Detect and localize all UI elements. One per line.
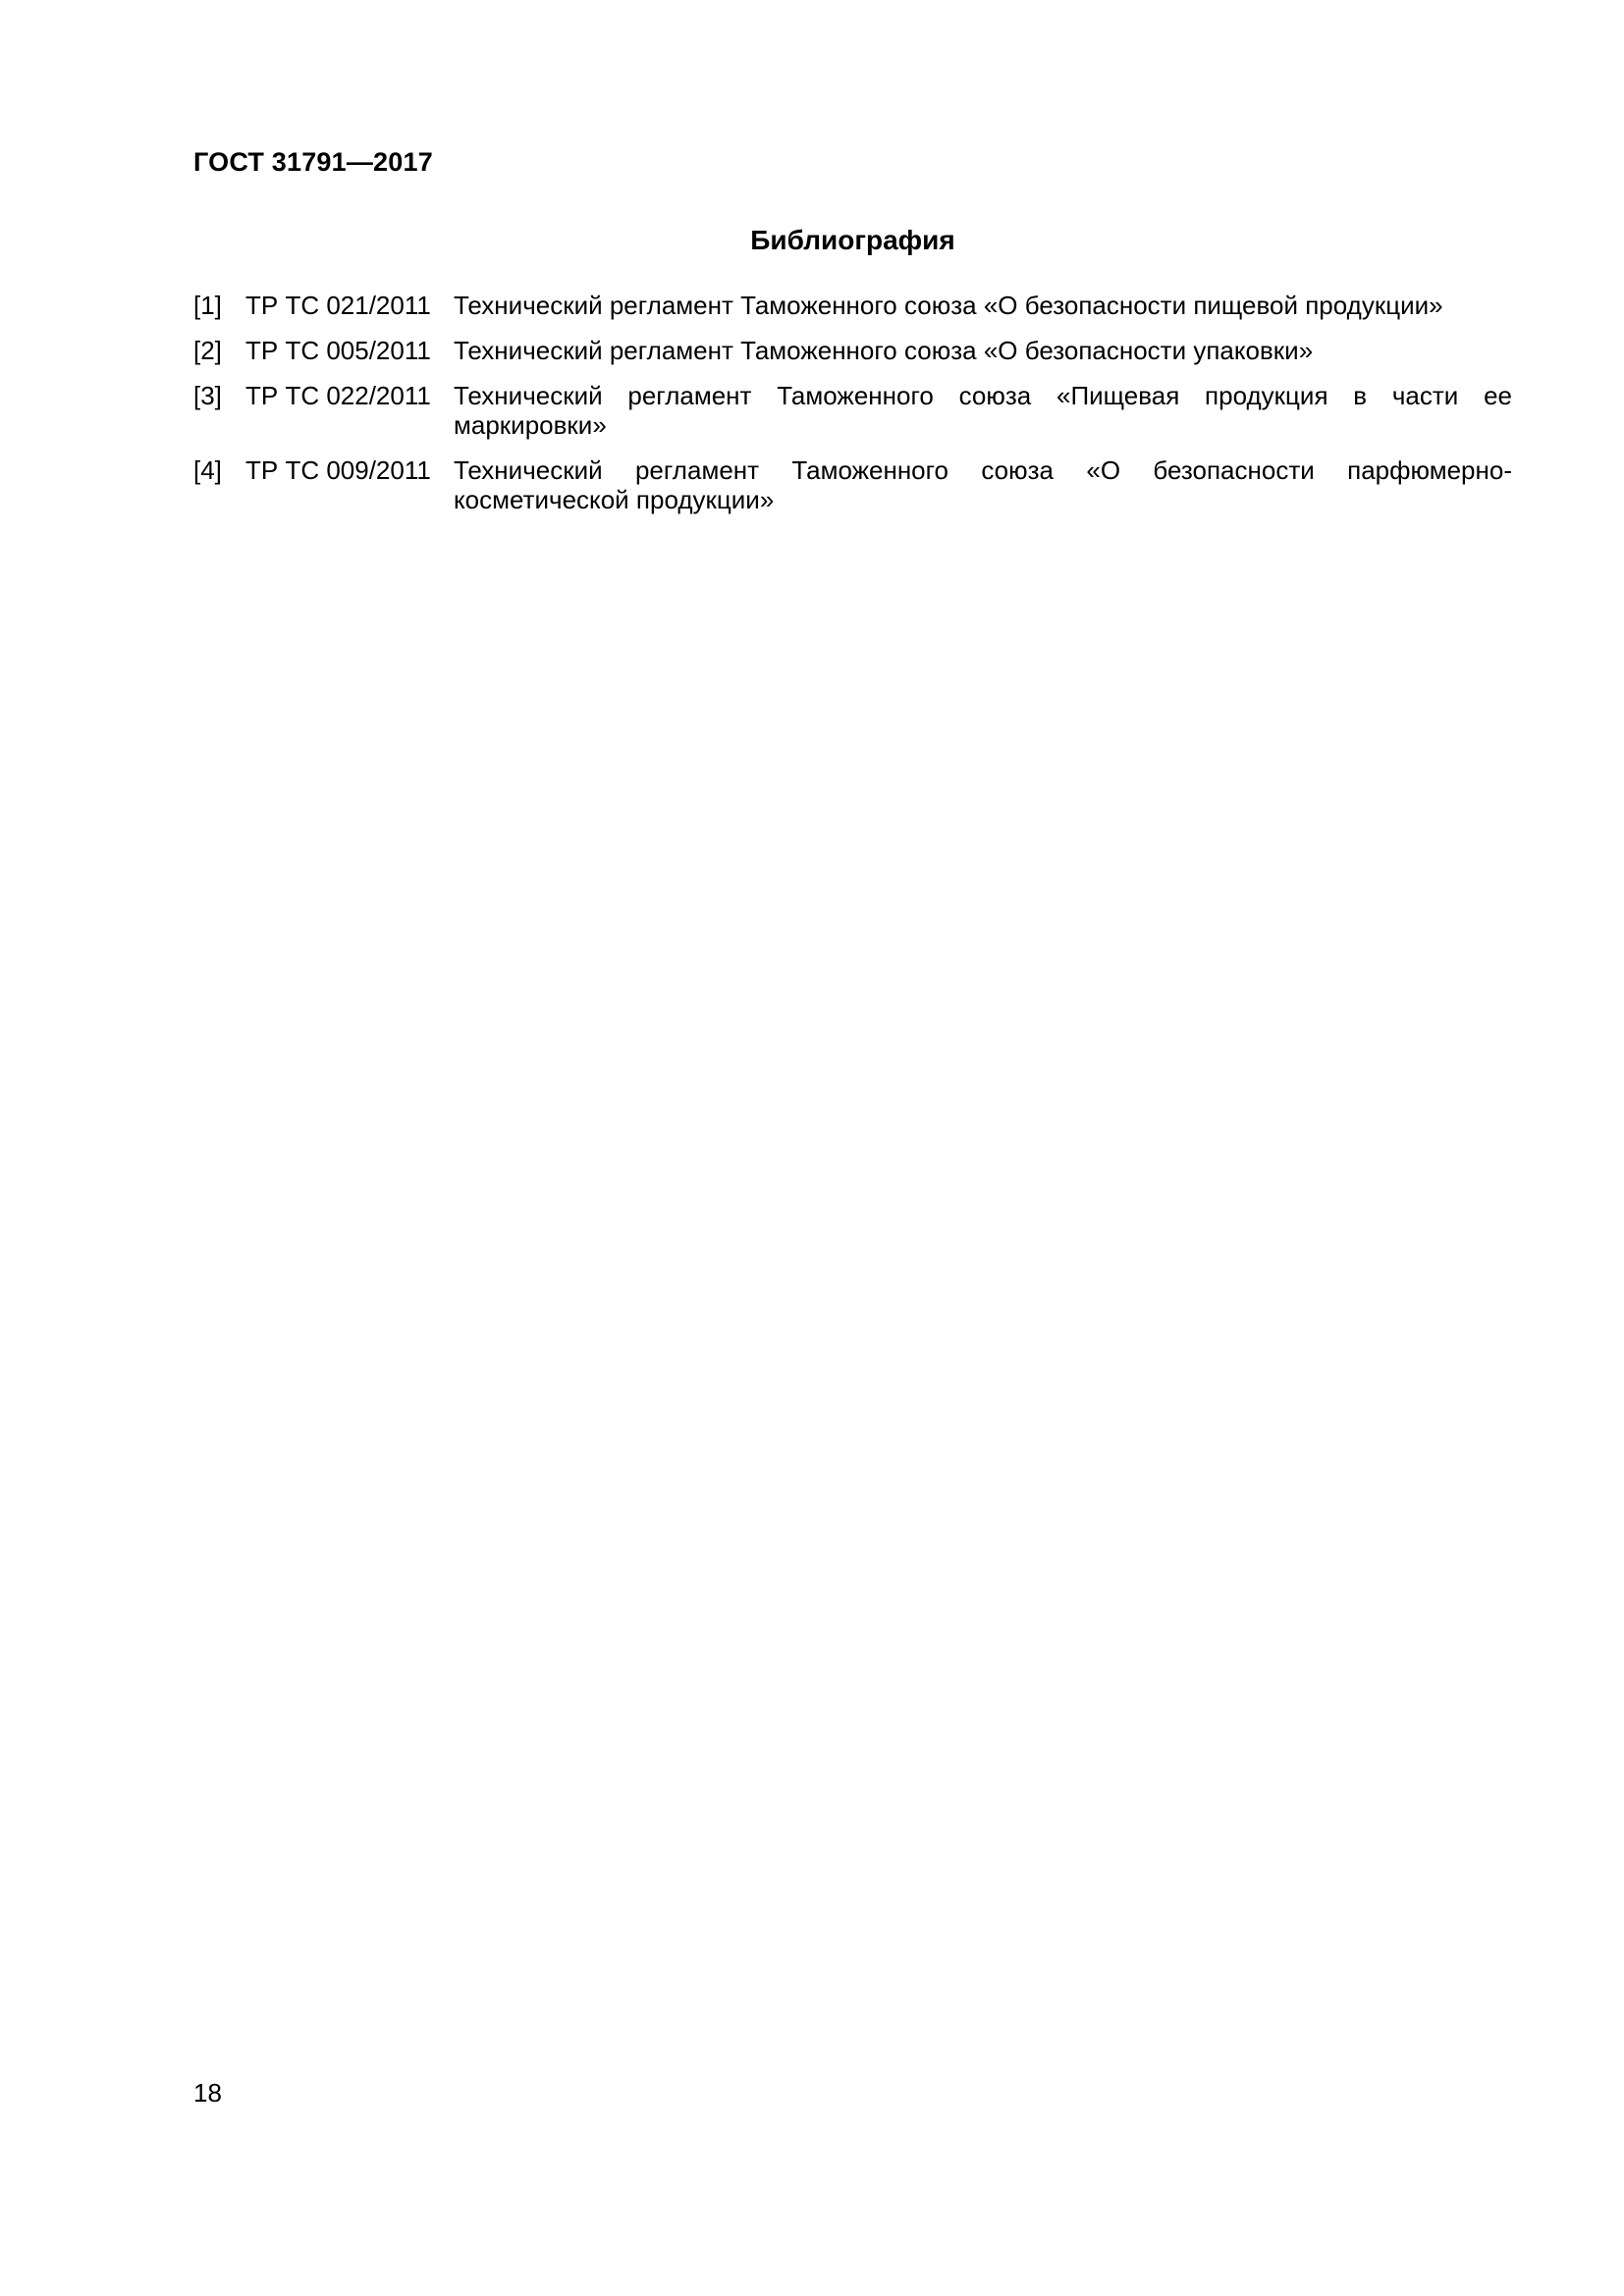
reference-code: ТР ТС 005/2011 <box>245 336 431 365</box>
standard-id-header: ГОСТ 31791—2017 <box>193 147 433 177</box>
bibliography-item <box>193 381 1512 440</box>
reference-number: [1] <box>193 291 222 320</box>
reference-title: Технический регламент Таможенного союза «О безопасности парфюмерно-косметической продукции» <box>454 455 1512 514</box>
reference-number: [4] <box>193 455 222 485</box>
bibliography-item <box>193 291 1512 320</box>
section-title: Библиография <box>750 225 955 255</box>
reference-title: Технический регламент Таможенного союза «О безопасности пищевой продукции» <box>454 291 1443 320</box>
page-number: 18 <box>193 2078 222 2108</box>
reference-number: [3] <box>193 381 222 410</box>
bibliography-list <box>193 291 1512 530</box>
reference-title: Технический регламент Таможенного союза «Пищевая продукция в части ее маркировки» <box>454 381 1512 440</box>
reference-code: ТР ТС 022/2011 <box>245 381 431 410</box>
reference-title: Технический регламент Таможенного союза «О безопасности упаковки» <box>454 336 1314 365</box>
bibliography-item <box>193 455 1512 514</box>
reference-code: ТР ТС 009/2011 <box>245 455 431 485</box>
reference-number: [2] <box>193 336 222 365</box>
reference-code: ТР ТС 021/2011 <box>245 291 431 320</box>
bibliography-item <box>193 336 1512 365</box>
